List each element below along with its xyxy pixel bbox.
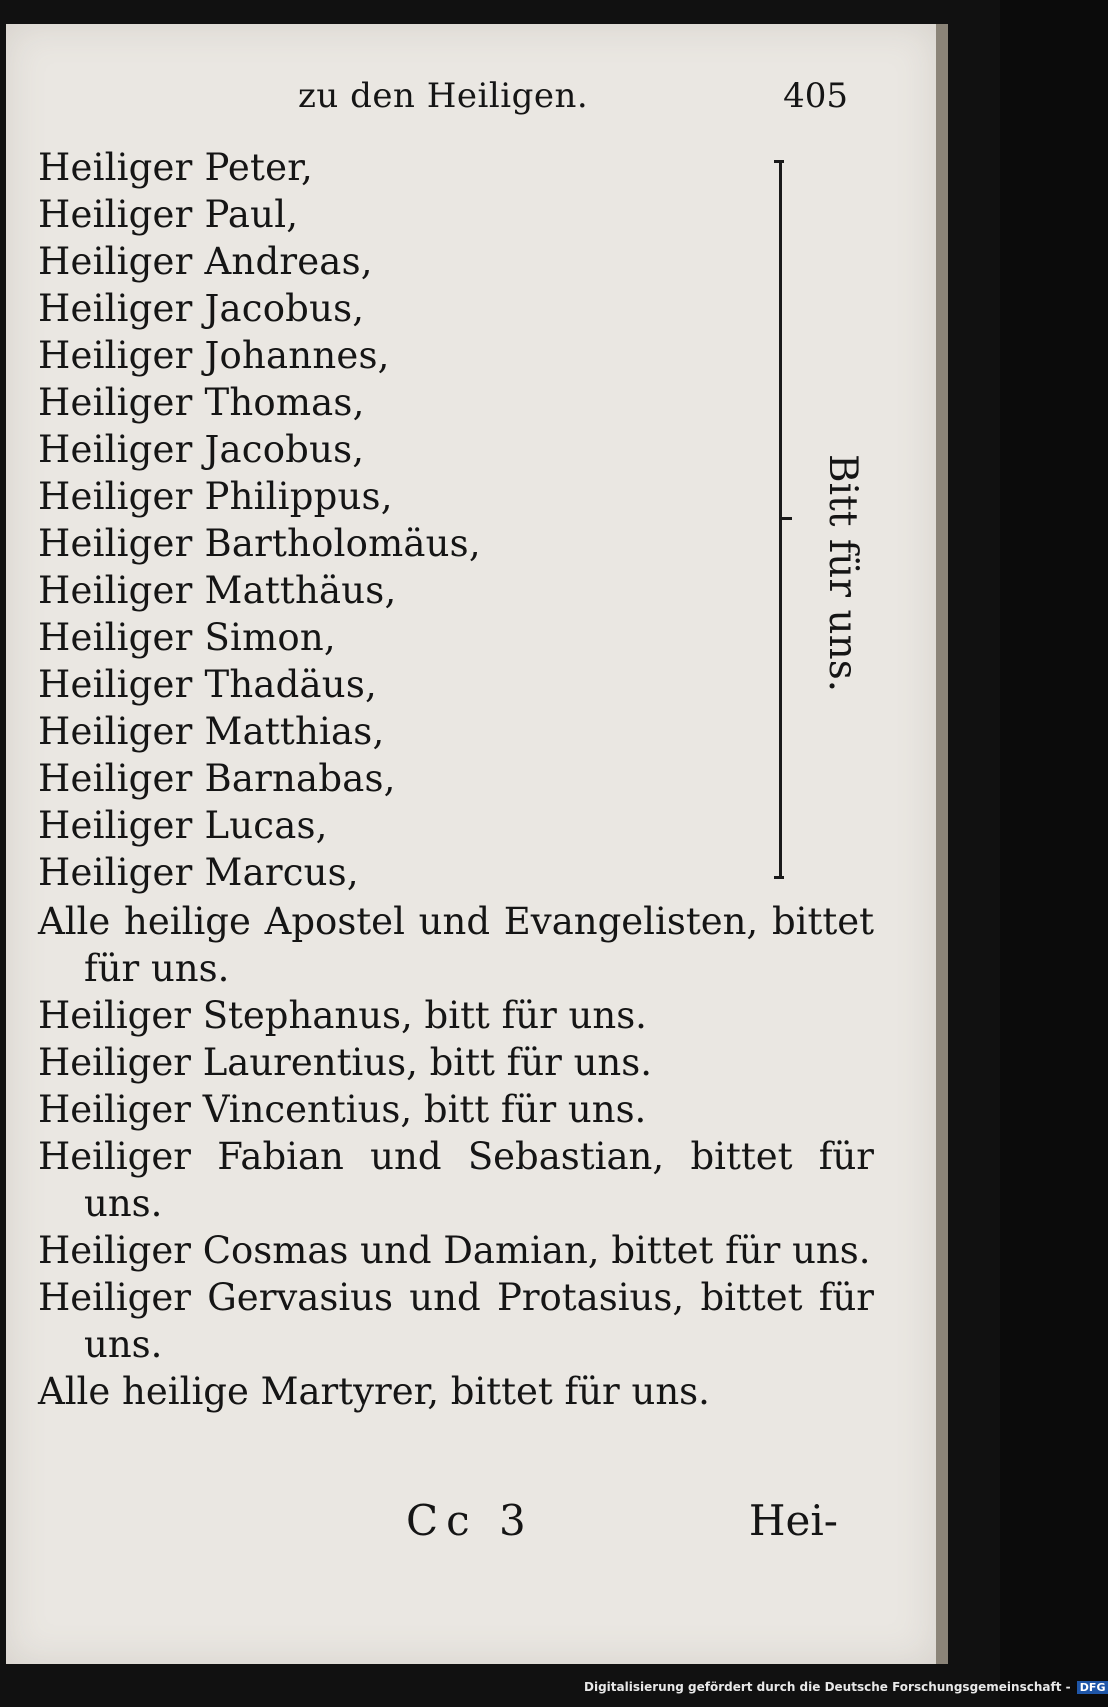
invocation-entry: Heiliger Stephanus, bitt für uns. (38, 994, 647, 1037)
invocation-line: Heiliger Lucas, (38, 804, 328, 847)
invocation-line: Heiliger Jacobus, (38, 428, 365, 471)
invocation-entry: Alle heilige Martyrer, bittet für uns. (38, 1370, 710, 1413)
page-header (38, 66, 848, 144)
invocation-entry: Heiliger Cosmas und Damian, bittet für uns. (38, 1229, 871, 1272)
invocation-line: Heiliger Barnabas, (38, 757, 396, 800)
page-number: 405 (783, 76, 848, 116)
page-text (38, 66, 874, 1415)
invocation-line: Heiliger Philippus, (38, 475, 393, 518)
bracket-response: Bitt für uns. (820, 454, 865, 693)
invocation-entry: Heiliger Laurentius, bitt für uns. (38, 1041, 653, 1084)
grouping-brace (770, 152, 800, 887)
martyr-invocations (38, 898, 874, 1415)
invocation-line: Heiliger Paul, (38, 193, 299, 236)
invocation-entry: Heiliger Fabian und Sebastian, bittet für uns. (38, 1135, 874, 1225)
invocation-line: Heiliger Thadäus, (38, 663, 377, 706)
invocation-line: Heiliger Jacobus, (38, 287, 365, 330)
catchword: Hei- (748, 1496, 838, 1545)
invocation-line: Heiliger Thomas, (38, 381, 365, 424)
running-title: zu den Heiligen. (298, 76, 589, 116)
invocation-line: Heiliger Peter, (38, 146, 313, 189)
invocation-entry: Heiliger Vincentius, bitt für uns. (38, 1088, 647, 1131)
invocation-line: Heiliger Johannes, (38, 334, 390, 377)
invocation-line: Heiliger Matthäus, (38, 569, 397, 612)
digitization-credit (584, 1680, 1106, 1694)
page-footer (38, 1496, 848, 1556)
invocation-line: Heiliger Matthias, (38, 710, 385, 753)
invocation-line: Heiliger Simon, (38, 616, 336, 659)
dfg-logo: DFG (1077, 1681, 1108, 1694)
invocation-line: Heiliger Marcus, (38, 851, 359, 894)
signature-mark: Cc 3 (406, 1496, 534, 1545)
page-edge (936, 24, 948, 1664)
invocation-entry: Heiliger Gervasius und Protasius, bittet für uns. (38, 1276, 874, 1366)
apostle-invocations (38, 144, 865, 896)
credit-text: Digitalisierung gefördert durch die Deutsche Forschungsgemeinschaft - (584, 1680, 1071, 1694)
invocation-entry: Alle heilige Apostel und Evangelisten, bittet für uns. (38, 900, 874, 990)
invocation-line: Heiliger Andreas, (38, 240, 373, 283)
invocation-line: Heiliger Bartholomäus, (38, 522, 481, 565)
